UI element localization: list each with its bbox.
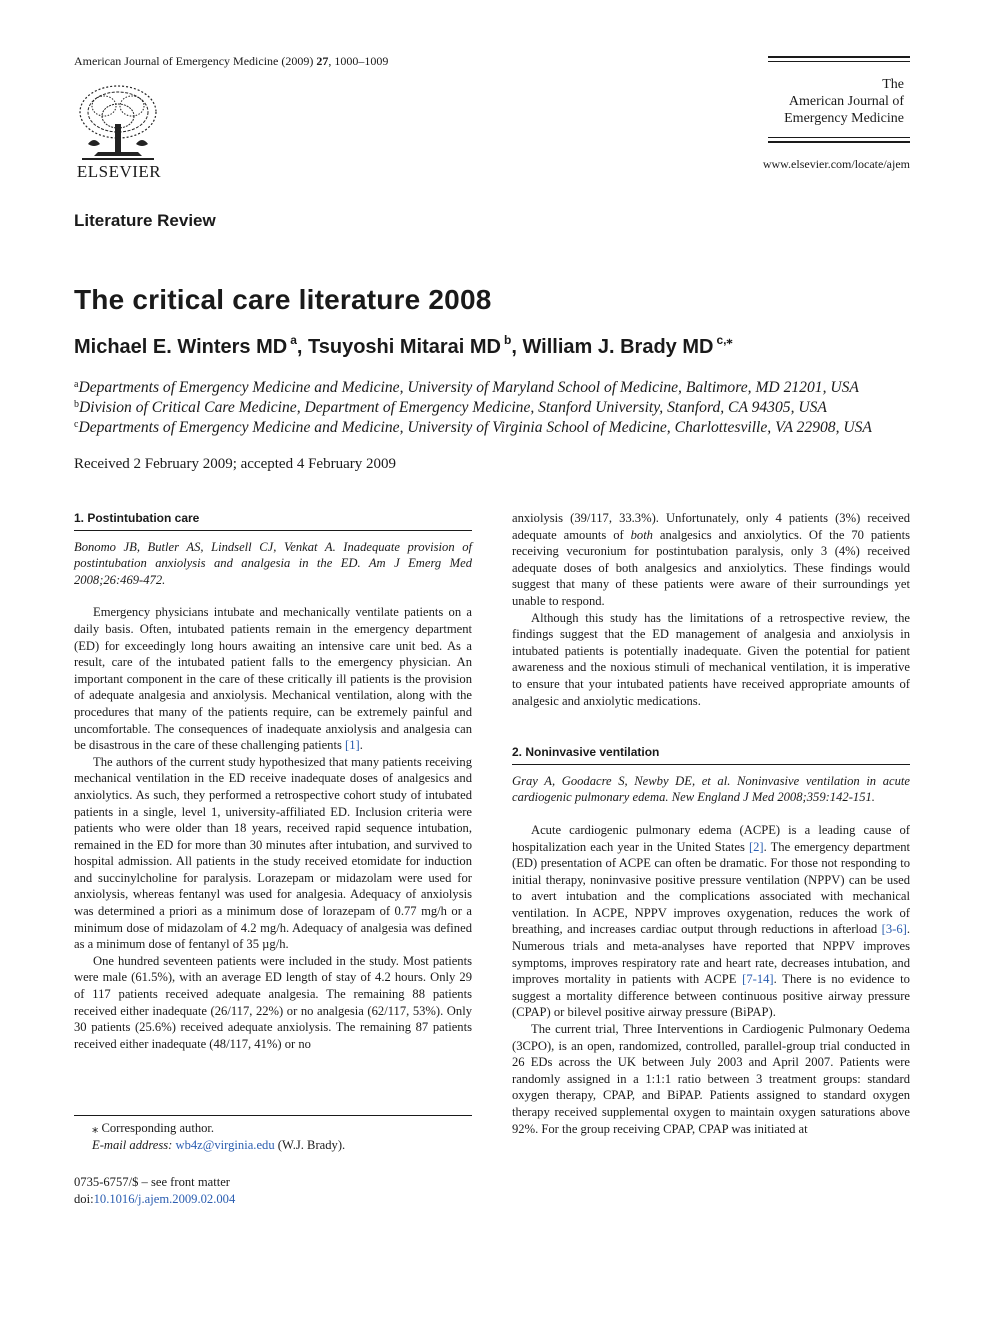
elsevier-logo xyxy=(74,82,164,182)
author-affiliation-mark: b xyxy=(504,333,512,347)
journal-url[interactable]: www.elsevier.com/locate/ajem xyxy=(762,157,910,171)
author-name: William J. Brady MD xyxy=(522,336,714,358)
body-text: . Numerous trials and meta-analyses have reported that NPPV improves symptoms, improves respiratory rate and heart rate, decreases intubation, and improves mortality in patients with ACPE xyxy=(512,922,910,987)
body-text: . xyxy=(359,738,363,753)
body-paragraph: One hundred seventeen patients were included in the study. Most patients were male (61.5%), with an average ED length of stay of 4.2 hours. Only 29 of 117 patients received adequate analgesia. The remaining 88 patients received either inadequate (26/117, 22%) or no analgesia (62/117, 53%). Only 30 patients (25.6%) received adequate anxiolysis. The remaining 87 patients received either inadequate (48/117, 41%) or no xyxy=(74,953,472,1051)
author-list xyxy=(74,333,732,359)
affiliation-mark: c xyxy=(74,419,79,430)
body-text: . There is no evidence to suggest a mortality difference between continuous positive airway pressure (CPAP) or bilevel positive airway pressure (BiPAP). xyxy=(512,972,910,1020)
journal-brand-line: Emergency Medicine xyxy=(784,111,904,126)
body-text: Acute cardiogenic pulmonary edema (ACPE) is a leading cause of hospitalization each year in the United States xyxy=(512,822,910,854)
email-link[interactable]: wb4z@virginia.edu xyxy=(175,1138,275,1152)
email-label: E-mail address: xyxy=(92,1138,176,1152)
author-affiliation-mark: c,⁎ xyxy=(716,333,733,347)
body-paragraph: Although this study has the limitations of a retrospective review, the findings suggest that the ED management of analgesia and anxiolysis in intubated patients is potentially inadequate. Given the potential for patient awareness and the noxious stimuli of mechanical ventilation, it is imperative to ensure that your intubated patients have received appropriate amounts of analgesic and anxiolytic medications. xyxy=(512,610,910,708)
publisher-logo-text: ELSEVIER xyxy=(76,162,162,181)
journal-name: American Journal of Emergency Medicine (2009) xyxy=(74,54,317,68)
journal-brand-block xyxy=(768,56,910,143)
brand-rule xyxy=(768,137,910,138)
affiliation-text: Departments of Emergency Medicine and Medicine, University of Maryland School of Medicine, Baltimore, MD 21201, USA xyxy=(78,379,859,396)
article-title: The critical care literature 2008 xyxy=(74,284,492,315)
reference-link[interactable]: [7-14] xyxy=(742,972,774,987)
body-text: anxiolysis (39/117, 33.3%). Unfortunately, only 4 patients (3%) received adequate amounts of xyxy=(512,511,910,542)
body-text: Emergency physicians intubate and mechanically ventilate patients on a daily basis. Often, intubated patients remain in the emergency department (ED) for exceedingly long hours awaiting an intensive care unit bed. As a result, care of the intubated patient falls to the emergency physician. An important component in the care of these critically ill patients is the provision of adequate analgesia and anxiolysis. Mechanical ventilation, along with the procedures that many of the patients require, can be extremely painful and uncomfortable. The consequences of inadequate anxiolysis and analgesia can be disastrous in the care of these challenging patients xyxy=(74,605,472,753)
brand-rule xyxy=(768,56,910,58)
reference-link[interactable]: [3-6] xyxy=(881,922,907,937)
reference-link[interactable]: [1] xyxy=(345,738,360,753)
right-column xyxy=(512,510,910,1137)
affiliation-line xyxy=(74,419,910,437)
journal-volume: 27 xyxy=(316,54,329,68)
author-name: Michael E. Winters MD xyxy=(74,336,288,358)
elsevier-tree-icon xyxy=(74,82,162,162)
body-emphasis: both xyxy=(630,527,653,542)
left-column xyxy=(74,510,472,1052)
email-owner: (W.J. Brady). xyxy=(274,1138,346,1152)
affiliation-text: Division of Critical Care Medicine, Department of Emergency Medicine, Stanford University, Stanford, CA 94305, USA xyxy=(79,399,827,416)
author-affiliation-mark: a xyxy=(290,333,297,347)
affiliation-text: Departments of Emergency Medicine and Medicine, University of Virginia School of Medicine, Charlottesville, VA 22908, USA xyxy=(78,419,872,436)
body-paragraph: The authors of the current study hypothesized that many patients receiving mechanical ventilation in the ED receive inadequate doses of analgesics and anxiolytics. As such, they performed a retrospective cohort study of intubated patients in a single, level 1, university-affiliated ED. Inclusion criteria were patients who were older than 18 years, received rapid sequence intubation, remained in the ED for more than 30 minutes after intubation, and survived to hospital admission. All patients in the study received etomidate for induction and succinylcholine for paralysis. Lorazepam or midazolam were used for anxiolysis, whereas fentanyl was used for analgesia. Adequacy of anxiolysis was determined a priori as a minimum dose of lorazepam of 0.77 mg/h or a minimum dose of midazolam of 4.2 mg/h. Adequacy of analgesia was defined as a minimum dose of fentanyl of 35 µg/h. xyxy=(74,754,472,952)
author-separator: , xyxy=(296,336,309,358)
email-line xyxy=(74,1137,472,1154)
journal-brand-line: American Journal of xyxy=(788,94,904,109)
brand-rule xyxy=(768,61,910,62)
affiliation-mark: b xyxy=(74,399,79,410)
journal-pages: , 1000–1009 xyxy=(328,54,389,68)
body-paragraph xyxy=(512,822,910,1021)
affiliation-mark: a xyxy=(74,379,79,390)
author-separator: , xyxy=(511,336,523,358)
issn-block xyxy=(74,1174,235,1208)
reference-link[interactable]: [2] xyxy=(748,839,764,854)
corresponding-author-note: ⁎ Corresponding author. xyxy=(92,1121,215,1135)
journal-brand-line: The xyxy=(882,77,904,92)
brand-rule xyxy=(768,141,910,143)
body-paragraph xyxy=(74,604,472,753)
received-dates: Received 2 February 2009; accepted 4 February 2009 xyxy=(74,456,396,472)
author-name: Tsuyoshi Mitarai MD xyxy=(308,336,502,358)
doi-line xyxy=(74,1191,235,1208)
body-paragraph xyxy=(512,510,910,610)
reviewed-citation: Bonomo JB, Butler AS, Lindsell CJ, Venkat A. Inadequate provision of postintubation anxiolysis and analgesia in the ED. Am J Emerg Med 2008;26:469-472. xyxy=(74,539,472,587)
section-heading: 1. Postintubation care xyxy=(74,510,472,531)
reviewed-citation: Gray A, Goodacre S, Newby DE, et al. Noninvasive ventilation in acute cardiogenic pulmonary edema. New England J Med 2008;359:142-151. xyxy=(512,773,910,805)
journal-citation-line xyxy=(74,54,388,69)
body-text: . The emergency department (ED) presentation of ACPE can often be dramatic. For those not responding to initial therapy, noninvasive positive pressure ventilation (NPPV) can be used to avert intubation and the complications associated with mechanical ventilation. In ACPE, NPPV improves oxygenation, reduces the work of breathing, and increases cardiac output through reductions in afterload xyxy=(512,839,910,937)
issn-line: 0735-6757/$ – see front matter xyxy=(74,1175,230,1189)
doi-link[interactable]: 10.1016/j.ajem.2009.02.004 xyxy=(93,1192,236,1206)
body-text: analgesics and anxiolytics. Of the 70 patients receiving vecuronium for postintubation paralysis, only 3 (4%) received adequate doses of both analgesics and anxiolytics. These findings would suggest that many of these patients were aware of their surroundings yet unable to respond. xyxy=(512,527,910,608)
doi-label: doi: xyxy=(74,1192,94,1206)
body-paragraph: The current trial, Three Interventions in Cardiogenic Pulmonary Oedema (3CPO), is an open, randomized, controlled, parallel-group trial conducted in 26 EDs across the UK between July 2003 and April 2007. Patients were randomly assigned in a 1:1:1 ratio between 3 treatment groups: standard oxygen therapy, CPAP, and BiPAP. Patients assigned to standard oxygen therapy received supplemental oxygen to maintain oxygen saturations above 92%. For the group receiving CPAP, CPAP was initiated at xyxy=(512,1022,910,1136)
affiliation-line xyxy=(74,399,910,417)
section-heading: 2. Noninvasive ventilation xyxy=(512,744,910,765)
footnote xyxy=(74,1115,472,1154)
affiliation-line xyxy=(74,379,910,397)
article-type: Literature Review xyxy=(74,211,216,230)
